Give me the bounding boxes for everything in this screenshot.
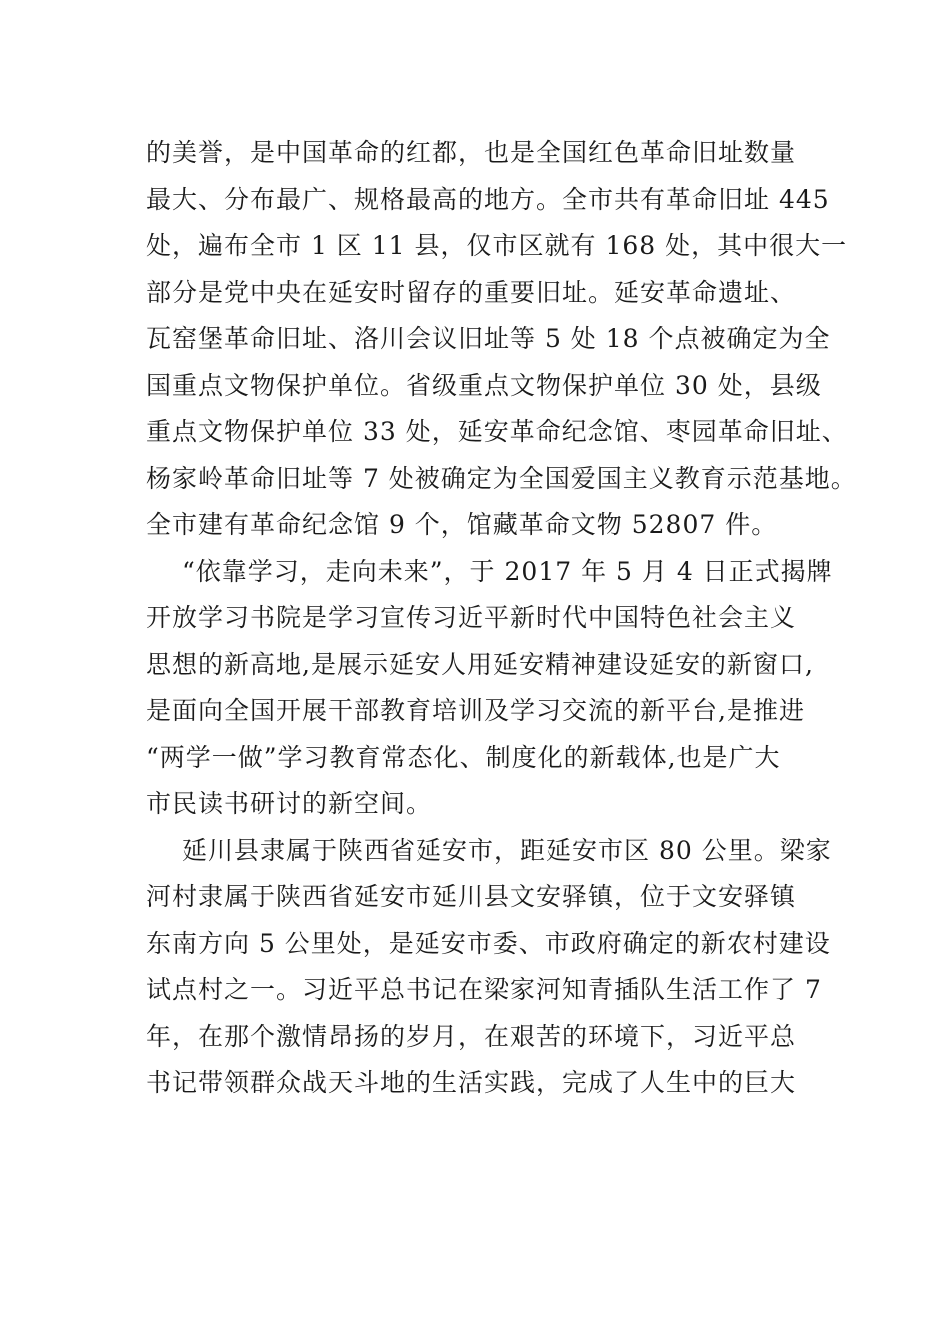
text-line: 部分是党中央在延安时留存的重要旧址。延安革命遗址、 [146, 277, 797, 307]
text-line: 东南方向 5 公里处，是延安市委、市政府确定的新农村建设 [146, 928, 831, 958]
text-line: 最大、分布最广、规格最高的地方。全市共有革命旧址 445 [146, 184, 830, 214]
text-line: 是面向全国开展干部教育培训及学习交流的新平台,是推进 [146, 696, 805, 725]
text-line: 处，遍布全市 1 区 11 县，仅市区就有 168 处，其中很大一 [146, 231, 848, 260]
text-line: 国重点文物保护单位。省级重点文物保护单位 30 处，县级 [146, 370, 822, 400]
body-text [146, 130, 857, 1107]
text-line: 开放学习书院是学习宣传习近平新时代中国特色社会主义 [146, 603, 797, 632]
paragraph-start-line: “依靠学习，走向未来”，于 2017 年 5 月 4 日正式揭牌 [182, 556, 833, 586]
text-line: 瓦窑堡革命旧址、洛川会议旧址等 5 处 18 个点被确定为全 [146, 324, 831, 353]
paragraph-start-line: 延川县隶属于陕西省延安市，距延安市区 80 公里。梁家 [182, 835, 832, 865]
text-line: 重点文物保护单位 33 处，延安革命纪念馆、枣园革命旧址、 [146, 417, 848, 446]
text-line: 年，在那个激情昂扬的岁月，在艰苦的环境下，习近平总 [146, 1021, 797, 1051]
text-line: 书记带领群众战天斗地的生活实践，完成了人生中的巨大 [146, 1068, 797, 1097]
text-line: 河村隶属于陕西省延安市延川县文安驿镇，位于文安驿镇 [146, 882, 797, 911]
text-line: 杨家岭革命旧址等 7 处被确定为全国爱国主义教育示范基地。 [146, 463, 857, 493]
text-line: 的美誉，是中国革命的红都，也是全国红色革命旧址数量 [146, 138, 797, 167]
text-line: 试点村之一。习近平总书记在梁家河知青插队生活工作了 7 [146, 975, 822, 1004]
text-line: 全市建有革命纪念馆 9 个，馆藏革命文物 52807 件。 [146, 510, 778, 539]
text-line: “两学一做”学习教育常态化、制度化的新载体,也是广大 [146, 742, 781, 772]
text-line: 思想的新高地,是展示延安人用延安精神建设延安的新窗口, [146, 649, 814, 679]
text-line: 市民读书研讨的新空间。 [146, 789, 433, 818]
